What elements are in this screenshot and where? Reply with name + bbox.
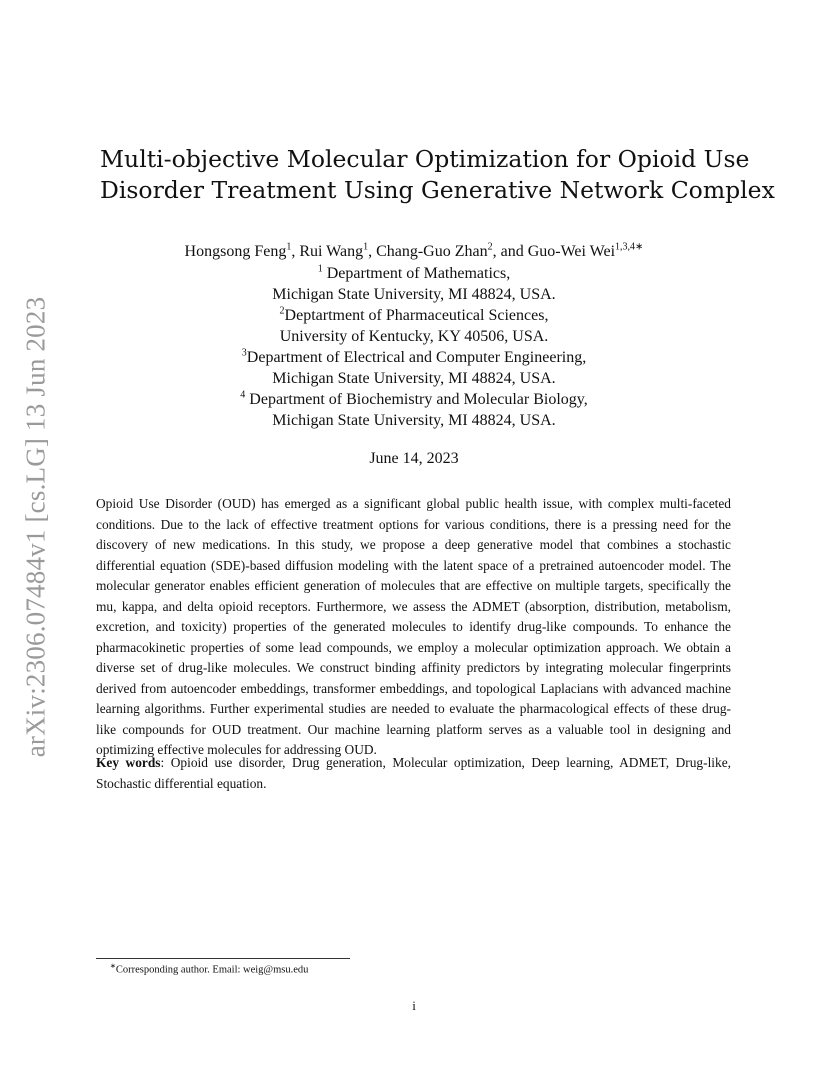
author-affiliation-mark: 1,3,4∗ bbox=[615, 241, 644, 253]
author-name: Guo-Wei Wei bbox=[527, 243, 616, 260]
arxiv-identifier-text: arXiv:2306.07484v1 [cs.LG] 13 Jun 2023 bbox=[20, 296, 51, 758]
abstract-paragraph: Opioid Use Disorder (OUD) has emerged as a significant global public health issue, with complex multi-faceted conditions. Due to the lack of effective treatment options for various conditions, there is a pressing need for the discovery of new medications. In this study, we propose a deep generative model that combines a stochastic differential equation (SDE)-based diffusion modeling with the latent space of a pretrained autoencoder model. The molecular generator enables efficient generation of molecules that are effective on multiple targets, specifically the mu, kappa, and delta opioid receptors. Furthermore, we assess the ADMET (absorption, distribution, metabolism, excretion, and toxicity) properties of the generated molecules to identify drug-like compounds. To enhance the pharmacokinetic properties of some lead compounds, we employ a molecular optimization approach. We obtain a diverse set of drug-like molecules. We construct binding affinity predictors by integrating molecular fingerprints derived from autoencoder embeddings, transformer embeddings, and topological Laplacians with advanced machine learning algorithms. Further experimental studies are needed to evaluate the pharmacological effects of these drug-like compounds for OUD treatment. Our machine learning platform serves as a valuable tool in designing and optimizing effective molecules for addressing OUD. bbox=[96, 496, 731, 757]
arxiv-identifier-stamp bbox=[22, 292, 50, 762]
affiliation-line: $^1$ Department of Mathematics, bbox=[317, 263, 511, 282]
author-affiliation-mark: 1 bbox=[363, 241, 369, 253]
keywords-paragraph bbox=[96, 753, 731, 794]
affiliation-line: $^4$ Department of Biochemistry and Molecular Biology, bbox=[240, 389, 588, 408]
affiliation-line: Michigan State University, MI 48824, USA. bbox=[272, 286, 556, 303]
affiliation-mark: 1 bbox=[317, 263, 323, 275]
affiliation-line: Michigan State University, MI 48824, USA. bbox=[272, 412, 556, 429]
affiliation-line: $^3$Department of Electrical and Computer Engineering, bbox=[241, 347, 587, 366]
page-number: i bbox=[412, 998, 416, 1013]
author-separator: , and bbox=[492, 243, 528, 260]
affiliation-mark: 3 bbox=[241, 347, 247, 359]
author-list bbox=[100, 241, 728, 262]
affiliation-line: University of Kentucky, KY 40506, USA. bbox=[279, 328, 549, 345]
title-line: Disorder Treatment Using Generative Network Complex bbox=[100, 176, 775, 204]
footnote-rule bbox=[96, 958, 350, 959]
affiliations bbox=[100, 263, 728, 431]
keywords-text: : Opioid use disorder, Drug generation, Molecular optimization, Deep learning, ADMET, Drug-like, Stochastic differential equation. bbox=[96, 755, 731, 791]
affiliation-mark: 4 bbox=[240, 389, 246, 401]
footnote bbox=[110, 962, 308, 976]
affiliation-line: Michigan State University, MI 48824, USA. bbox=[272, 370, 556, 387]
footnote-mark: ∗ bbox=[110, 962, 116, 970]
publication-date: June 14, 2023 bbox=[369, 450, 459, 467]
author-name: Rui Wang bbox=[299, 243, 364, 260]
author-separator: , bbox=[291, 243, 300, 260]
affiliation-mark: 2 bbox=[279, 305, 285, 317]
affiliation-line: $^2$Deptartment of Pharmaceutical Sciences, bbox=[279, 305, 549, 324]
keywords-label: Key words bbox=[96, 755, 161, 770]
author-name: Hongsong Feng bbox=[184, 243, 287, 260]
author-affiliation-mark: 2 bbox=[487, 241, 493, 253]
author-separator: , bbox=[368, 243, 377, 260]
title-line: Multi-objective Molecular Optimization for Opioid Use bbox=[100, 145, 750, 173]
author-name: Chang-Guo Zhan bbox=[376, 243, 488, 260]
paper-title bbox=[100, 144, 775, 206]
author-affiliation-mark: 1 bbox=[286, 241, 292, 253]
footnote-text: Corresponding author. Email: weig@msu.edu bbox=[115, 964, 309, 976]
